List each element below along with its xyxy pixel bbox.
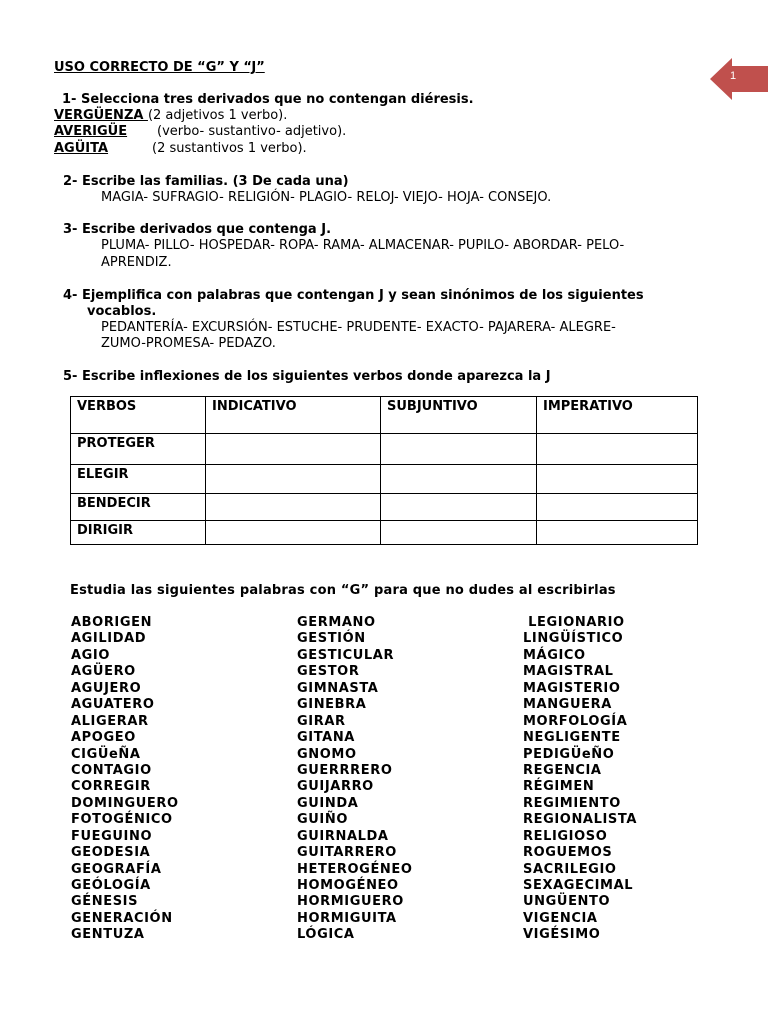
list-item: FOTOGÉNICO: [71, 812, 173, 828]
table-row: [71, 465, 698, 494]
list-item: GIRAR: [297, 713, 346, 729]
exercise-1-item: [54, 141, 108, 157]
exercise-1-word: AGÜITA: [54, 141, 109, 156]
table-row: [71, 434, 698, 465]
verb-cell: BENDECIR: [71, 494, 206, 521]
list-item: CIGÜeÑA: [71, 746, 141, 762]
table-header-cell: SUBJUNTIVO: [381, 397, 537, 434]
answer-cell: [537, 465, 698, 494]
list-item: AGUJERO: [71, 680, 142, 696]
exercise-3-heading: 3- Escribe derivados que contenga J.: [63, 222, 332, 237]
list-item: GIMNASTA: [297, 680, 379, 696]
list-item: GEODESIA: [71, 845, 151, 861]
exercise-1-word: VERGÜENZA: [54, 108, 148, 123]
list-item: MAGISTERIO: [523, 680, 621, 696]
answer-cell: [206, 521, 381, 545]
verb-inflection-table: [70, 396, 698, 545]
word-column-1: [71, 615, 179, 944]
exercise-1-hint: (verbo- sustantivo- adjetivo).: [157, 124, 347, 139]
list-item: MAGISTRAL: [523, 664, 614, 680]
list-item: RELIGIOSO: [523, 828, 608, 844]
verb-cell: PROTEGER: [71, 434, 206, 465]
list-item: GUIJARRO: [297, 779, 374, 795]
answer-cell: [381, 521, 537, 545]
list-item: VIGÉSIMO: [523, 927, 601, 943]
answer-cell: [537, 434, 698, 465]
list-item: APOGEO: [71, 730, 136, 746]
exercise-1-item: [54, 124, 127, 140]
answer-cell: [537, 494, 698, 521]
exercise-1-hint: (2 sustantivos 1 verbo).: [152, 141, 307, 156]
list-item: PEDIGÜeÑO: [523, 746, 615, 762]
table-header-cell: IMPERATIVO: [537, 397, 698, 434]
exercise-1-item: [54, 108, 287, 124]
list-item: GUITARRERO: [297, 845, 397, 861]
list-item: AGIO: [71, 647, 111, 663]
list-item: GEÓLOGÍA: [71, 878, 151, 893]
list-item: RÉGIMEN: [523, 779, 595, 795]
list-item: FUEGUINO: [71, 828, 153, 844]
list-item: SACRILEGIO: [523, 861, 617, 877]
study-heading: Estudia las siguientes palabras con “G” para que no dudes al escribirlas: [70, 583, 616, 598]
list-item: MANGUERA: [523, 697, 612, 713]
list-item: HORMIGUERO: [297, 894, 404, 910]
list-item: ALIGERAR: [71, 713, 149, 729]
list-item: GÉNESIS: [71, 894, 139, 910]
list-item: GNOMO: [297, 746, 357, 762]
table-header-cell: INDICATIVO: [206, 397, 381, 434]
list-item: REGIONALISTA: [523, 812, 637, 828]
list-item: GENTUZA: [71, 927, 145, 943]
verb-cell: ELEGIR: [71, 465, 206, 494]
list-item: HETEROGÉNEO: [297, 861, 413, 877]
list-item: MORFOLOGÍA: [523, 713, 628, 729]
list-item: SEXAGECIMAL: [523, 878, 634, 893]
list-item: LINGÜÍSTICO: [523, 631, 624, 647]
table-header-row: [71, 397, 698, 434]
list-item: GESTIÓN: [297, 631, 366, 647]
list-item: MÁGICO: [523, 647, 586, 663]
word-column-2: [297, 615, 413, 944]
document-title: USO CORRECTO DE “G” Y “J”: [54, 60, 265, 75]
list-item: HORMIGUITA: [297, 910, 397, 926]
list-item: HOMOGÉNEO: [297, 878, 399, 893]
list-item: DOMINGUERO: [71, 795, 179, 811]
list-item: REGIMIENTO: [523, 795, 621, 811]
list-item: GITANA: [297, 730, 355, 746]
list-item: GESTICULAR: [297, 647, 395, 663]
exercise-2-text: MAGIA- SUFRAGIO- RELIGIÓN- PLAGIO- RELOJ- VIEJO- HOJA- CONSEJO.: [101, 190, 552, 205]
answer-cell: [537, 521, 698, 545]
list-item: NEGLIGENTE: [523, 730, 621, 746]
list-item: GERMANO: [297, 615, 376, 630]
list-item: ROGUEMOS: [523, 845, 613, 861]
list-item: AGUATERO: [71, 697, 155, 713]
list-item: GUINDA: [297, 795, 359, 811]
table-row: [71, 521, 698, 545]
list-item: GUERRRERO: [297, 762, 393, 778]
answer-cell: [381, 434, 537, 465]
answer-cell: [206, 434, 381, 465]
list-item: UNGÜENTO: [523, 894, 611, 910]
list-item: GENERACIÓN: [71, 910, 173, 926]
page-number: 1: [730, 70, 737, 82]
list-item: AGILIDAD: [71, 631, 147, 647]
list-item: CORREGIR: [71, 779, 151, 795]
list-item: LEGIONARIO: [523, 615, 625, 630]
list-item: CONTAGIO: [71, 762, 152, 778]
list-item: GUIÑO: [297, 812, 348, 828]
exercise-5-heading: 5- Escribe inflexiones de los siguientes verbos donde aparezca la J: [63, 369, 551, 384]
list-item: LÓGICA: [297, 927, 355, 943]
answer-cell: [381, 465, 537, 494]
list-item: GINEBRA: [297, 697, 367, 713]
answer-cell: [206, 494, 381, 521]
list-item: GESTOR: [297, 664, 360, 680]
word-column-3: [523, 615, 637, 944]
exercise-3-text: PLUMA- PILLO- HOSPEDAR- ROPA- RAMA- ALMACENAR- PUPILO- ABORDAR- PELO-: [101, 238, 625, 253]
exercise-4-heading: 4- Ejemplifica con palabras que contengan J y sean sinónimos de los siguientes: [63, 288, 644, 303]
list-item: GEOGRAFÍA: [71, 861, 162, 877]
exercise-2-heading: 2- Escribe las familias. (3 De cada una): [63, 174, 349, 189]
exercise-3-text: APRENDIZ.: [101, 255, 172, 270]
exercise-1-hint: (2 adjetivos 1 verbo).: [147, 108, 288, 123]
table-row: [71, 494, 698, 521]
page-number-arrow-icon: [710, 58, 768, 100]
verb-cell: DIRIGIR: [71, 521, 206, 545]
exercise-4-text: ZUMO-PROMESA- PEDAZO.: [101, 336, 276, 351]
list-item: ABORIGEN: [71, 615, 153, 630]
list-item: REGENCIA: [523, 762, 602, 778]
answer-cell: [206, 465, 381, 494]
exercise-1-word: AVERIGÜE: [54, 124, 128, 139]
exercise-1-heading: 1- Selecciona tres derivados que no contengan diéresis.: [62, 92, 474, 107]
list-item: VIGENCIA: [523, 910, 598, 926]
list-item: AGÜERO: [71, 664, 136, 680]
list-item: GUIRNALDA: [297, 828, 389, 844]
exercise-4-text: PEDANTERÍA- EXCURSIÓN- ESTUCHE- PRUDENTE- EXACTO- PAJARERA- ALEGRE-: [101, 320, 616, 335]
table-header-cell: VERBOS: [71, 397, 206, 434]
answer-cell: [381, 494, 537, 521]
exercise-4-heading: vocablos.: [87, 304, 157, 319]
